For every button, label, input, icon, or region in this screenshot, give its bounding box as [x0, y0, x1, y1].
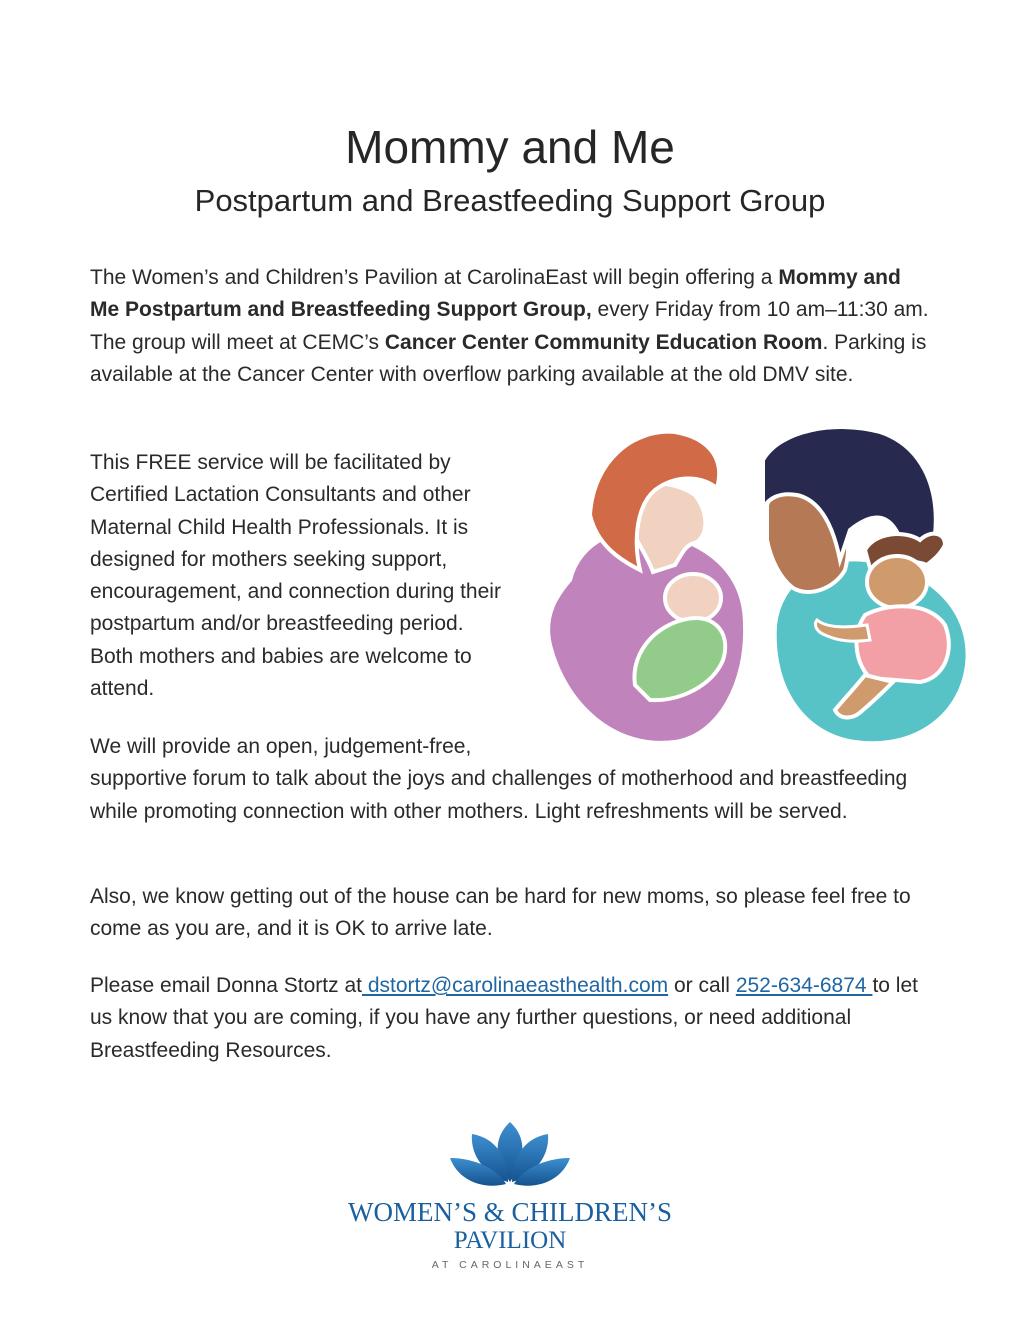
page-subtitle: Postpartum and Breastfeeding Support Group [194, 183, 826, 218]
also-paragraph: Also, we know getting out of the house can be hard for new moms, so please feel free to come as you are, and it is OK to arrive late. [90, 885, 911, 941]
intro-text-1: The Women’s and Children’s Pavilion at CarolinaEast will begin offering a [90, 266, 779, 289]
contact-text-2: or call [668, 974, 736, 997]
pavilion-logo [300, 1118, 720, 1278]
child-face [867, 556, 927, 608]
logo-line-3: AT CAROLINAEAST [431, 1259, 589, 1271]
contact-text-3: to let us know that you are coming, if you have any further questions, or need additional Breastfeeding Resources. [90, 974, 918, 1062]
service-paragraph: This FREE service will be facilitated by Certified Lactation Consultants and other Maternal Child Health Professionals. It is designed for mothers seeking support, encouragement, and connection during their postpartum and/or breastfeeding period. Both mothers and babies are welcome to attend. [90, 451, 501, 701]
lotus-icon [450, 1122, 570, 1186]
logo-line-1: WOMEN’S & CHILDREN’S [348, 1197, 672, 1227]
logo-line-2: PAVILION [453, 1227, 567, 1254]
intro-text-3: . Parking is available at the Cancer Center with overflow parking available at the old DMV site. [90, 330, 927, 386]
page-title: Mommy and Me [345, 121, 675, 173]
child-shirt [857, 606, 949, 682]
phone-link[interactable]: 252-634-6874 [735, 974, 873, 997]
intro-paragraph [90, 262, 930, 391]
group-name: Mommy and Me Postpartum and Breastfeeding Support Group, [90, 266, 901, 322]
forum-line-1: We will provide an open, judgement-free, [90, 735, 472, 758]
mothers-illustration [535, 420, 975, 750]
contact-paragraph [90, 970, 930, 1067]
meeting-room: Cancer Center Community Education Room [384, 330, 823, 354]
baby-head [665, 574, 721, 622]
intro-text-2: every Friday from 10 am–11:30 am. The group will meet at CEMC’s [90, 298, 929, 354]
forum-text: supportive forum to talk about the joys and challenges of motherhood and breastfeeding while promoting connection with other mothers. Light refreshments will be served. [90, 767, 908, 823]
contact-text-1: Please email Donna Stortz at [90, 974, 362, 997]
forum-paragraph [90, 731, 930, 828]
email-link[interactable]: dstortz@carolinaeasthealth.com [361, 974, 669, 997]
